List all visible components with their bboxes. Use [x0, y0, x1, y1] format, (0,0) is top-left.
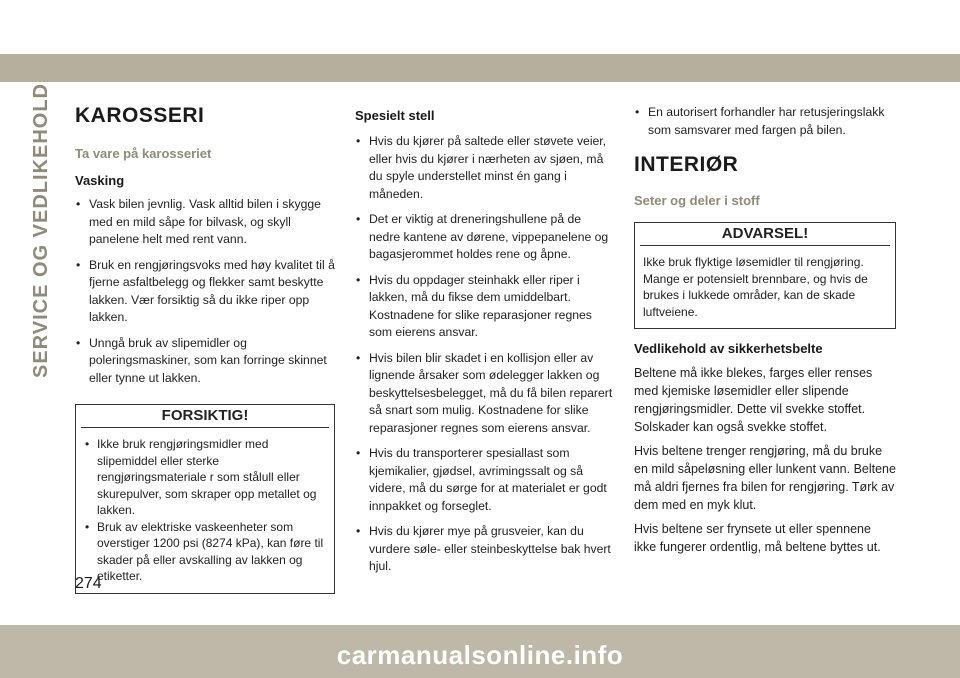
paragraph: Hvis beltene trenger rengjøring, må du bruke en mild såpeløsning eller lunkent vann. Beltene må aldri fjernes fra bilen for rengjøring. Tørk av dem med en myk klut.	[634, 444, 896, 512]
list-item: • Hvis du kjører på saltede eller støvete veier, eller hvis du kjører i nærheten av sjøen, må du spyle understellet minst én gang i måneden.	[355, 133, 615, 203]
section-tab-label: SERVICE OG VEDLIKEHOLD	[29, 82, 52, 378]
paragraph: Hvis beltene ser frynsete ut eller spennene ikke fungerer ordentlig, må beltene byttes ut.	[634, 522, 881, 554]
column-left	[75, 104, 335, 594]
list-item: • Ikke bruk rengjøringsmidler med slipemiddel eller sterke rengjøringsmateriale r som stålull eller skurepulver, som skraper opp metallet og lakken.	[84, 436, 326, 519]
page-title: KAROSSERI	[75, 104, 205, 127]
list-item: • Det er viktig at dreneringshullene på de nedre kantene av dørene, vippepanelene og bagasjerommet holdes rene og åpne.	[355, 211, 615, 264]
washing-list	[75, 196, 335, 387]
list-item: • Hvis du kjører mye på grusveier, kan du vurdere søle- eller steinbeskyttelse bak hvert hjul.	[355, 523, 615, 576]
warning-text: Ikke bruk flyktige løsemidler til rengjøring. Mange er potensielt brennbare, og hvis de brukes i lukkede områder, kan de skade luftveiene.	[643, 255, 868, 319]
list-item: • Bruk av elektriske vaskeenheter som overstiger 1200 psi (8274 kPa), kan føre til skader på eller avskalling av lakken og etiketter.	[84, 519, 326, 585]
heading-seatbelt-care: Vedlikehold av sikkerhetsbelte	[634, 341, 823, 356]
warning-title: ADVARSEL!	[721, 225, 809, 242]
subtitle-seats: Seter og deler i stoff	[634, 193, 760, 208]
list-item: • En autorisert forhandler har retusjeringslakk som samsvarer med fargen på bilen.	[634, 104, 896, 139]
list-item: • Hvis du oppdager steinhakk eller riper i lakken, må du fikse dem umiddelbart. Kostnadene for slike reparasjoner regnes som eierens ansvar.	[355, 272, 615, 342]
page-number: 274	[75, 575, 102, 592]
heading-special-care: Spesielt stell	[355, 108, 435, 123]
caution-title: FORSIKTIG!	[161, 407, 249, 424]
subtitle-body-care: Ta vare på karosseriet	[75, 146, 212, 161]
heading-washing: Vasking	[75, 173, 125, 188]
list-item: • Vask bilen jevnlig. Vask alltid bilen i skygge med en mild såpe for bilvask, og skyll panelene helt med rent vann.	[75, 196, 335, 249]
column-middle	[355, 104, 615, 584]
section-tab	[28, 82, 54, 378]
list-item: • Hvis bilen blir skadet i en kollisjon eller av lignende årsaker som ødelegger lakken og beskyttelsesbelegget, må du få bilen reparert så snart som mulig. Kostnadene for slike reparasjoner regnes som eierens ansvar.	[355, 350, 615, 438]
header-band	[0, 54, 960, 82]
interior-title: INTERIØR	[634, 153, 739, 176]
paragraph: Beltene må ikke blekes, farges eller renses med kjemiske løsemidler eller slipende rengjøringsmidler. Dette vil svekke stoffet. Solskader kan også svekke stoffet.	[634, 366, 873, 434]
caution-list	[84, 436, 326, 585]
warning-box	[634, 222, 896, 329]
list-item: • Hvis du transporterer spesiallast som kjemikalier, gjødsel, avrimingssalt og så videre, må du sørge for at materialet er godt innpakket og forseglet.	[355, 445, 615, 515]
touchup-list	[634, 104, 896, 139]
column-right	[634, 104, 896, 556]
caution-box	[75, 404, 335, 594]
watermark-text: carmanualsonline.info	[336, 640, 624, 670]
special-care-list	[355, 133, 615, 576]
list-item: • Unngå bruk av slipemidler og poleringsmaskiner, som kan forringe skinnet eller tynne ut lakken.	[75, 335, 335, 388]
list-item: • Bruk en rengjøringsvoks med høy kvalitet til å fjerne asfaltbelegg og flekker samt beskytte lakken. Vær forsiktig så du ikke riper opp lakken.	[75, 257, 335, 327]
